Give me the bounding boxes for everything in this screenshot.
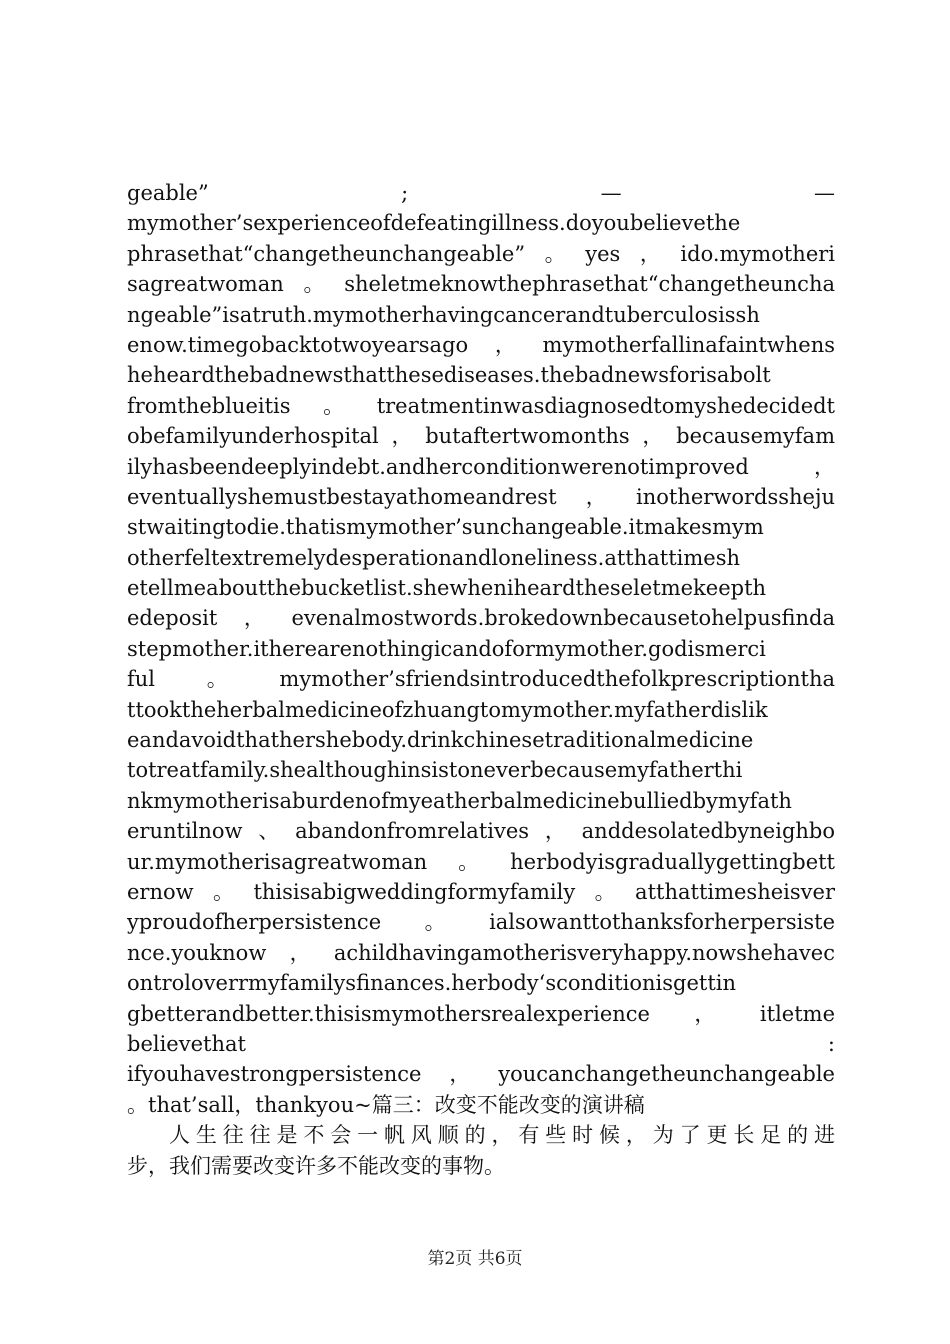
text-line: 。that’sall，thankyou~篇三：改变不能改变的演讲稿: [127, 1092, 645, 1117]
page-number-footer: 第2页 共6页: [427, 1249, 523, 1269]
text-line: stwaitingtodie.thatismymother’sunchangeable.itmakesmym: [127, 515, 764, 540]
text-line: gbetterandbetter.thisismymothersrealexperience，itletme: [127, 1001, 835, 1026]
text-line: fromtheblueitis。treatmentinwasdiagnosedtomyshedecidedt: [127, 393, 835, 418]
text-line: eandavoidthathershebody.drinkchinesetraditionalmedicine: [127, 728, 754, 753]
text-line: totreatfamily.shealthoughinsistoneverbecausemyfatherthi: [127, 758, 743, 783]
text-line: obefamilyunderhospital，butaftertwomonths，becausemyfam: [127, 424, 835, 449]
text-line: nkmymotherisaburdenofmyeatherbalmedicinebulliedbymyfath: [127, 788, 792, 813]
text-line: nce.youknow，achildhavingamotherisveryhappy.nowshehavec: [127, 940, 835, 965]
text-line: sagreatwoman。sheletmeknowthephrasethat“changetheuncha: [127, 272, 835, 297]
text-line: ifyouhavestrongpersistence，youcanchangetheunchangeable: [127, 1062, 835, 1087]
text-line: 步，我们需要改变许多不能改变的事物。: [127, 1153, 505, 1178]
text-line: 人生往往是不会一帆风顺的，有些时候，为了更长足的进: [169, 1123, 835, 1148]
text-line: mymother’sexperienceofdefeatingillness.doyoubelievethe: [127, 211, 741, 236]
text-line: enow.timegobacktotwoyearsago，mymotherfallinafaintwhens: [127, 332, 835, 357]
text-line: etellmeaboutthebucketlist.shewheniheardtheseletmekeepth: [127, 576, 767, 601]
text-line: otherfeltextremelydesperationandloneliness.atthattimesh: [127, 545, 741, 570]
text-line: geable” ; — —: [127, 181, 835, 205]
text-line: phrasethat“changetheunchangeable”。yes，ido.mymotheri: [127, 241, 835, 266]
text-line: believethat :: [127, 1031, 835, 1056]
text-line: ontroloverrmyfamilysfinances.herbody‘sconditionisgettin: [127, 971, 737, 996]
text-line: ernow。thisisabigweddingformyfamily。atthattimesheisver: [127, 879, 835, 904]
text-line: ful。mymother’sfriendsintroducedthefolkprescriptiontha: [127, 667, 835, 692]
body-text: [127, 178, 835, 1181]
text-line: ngeable”isatruth.mymotherhavingcancerandtuberculosissh: [127, 302, 760, 327]
text-line: yproudofherpersistence。ialsowanttothanksforherpersiste: [127, 910, 835, 935]
text-line: eruntilnow、abandonfromrelatives，anddesolatedbyneighbo: [127, 819, 835, 844]
text-line: ur.mymotherisagreatwoman。herbodyisgraduallygettingbett: [127, 849, 835, 874]
text-line: edeposit，evenalmostwords.brokedownbecausetohelpusfinda: [127, 606, 835, 631]
text-line: ilyhasbeendeeplyindebt.andherconditionwerenotimproved，: [127, 454, 835, 479]
text-line: stepmother.itherearenothingicandoformymother.godismerci: [127, 636, 766, 661]
text-line: eventuallyshemustbestayathomeandrest，inotherwordssheju: [127, 484, 835, 509]
text-line: heheardthebadnewsthatthesediseases.thebadnewsforisabolt: [127, 363, 771, 388]
text-line: ttooktheherbalmedicineofzhuangtomymother.myfatherdislik: [127, 697, 768, 722]
